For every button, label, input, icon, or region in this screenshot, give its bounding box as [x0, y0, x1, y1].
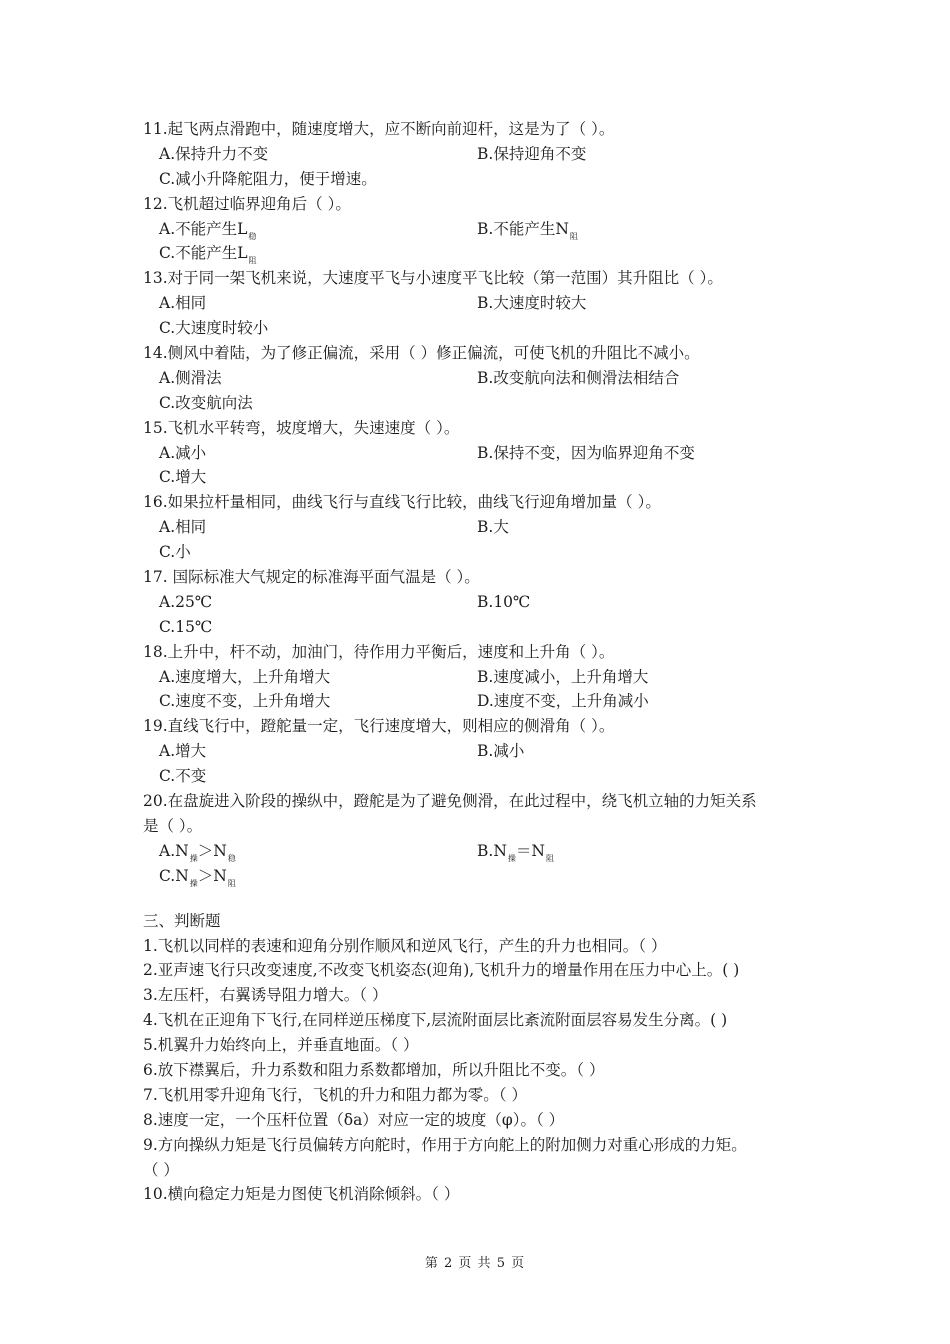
question-19-options-ab: [143, 739, 843, 764]
question-17-options-c: [143, 615, 843, 640]
question-19: 19.直线飞行中，蹬舵量一定，飞行速度增大，则相应的侧滑角（ ）。: [143, 717, 615, 736]
option-c: $C.N_操>N_阻$: [159, 866, 236, 888]
option-b: B.10℃: [477, 592, 531, 611]
judgment-1: 1.飞机以同样的表速和迎角分别作顺风和逆风飞行，产生的升力也相同。（ ）: [143, 936, 667, 955]
question-14-options-c: [143, 391, 843, 416]
judgment-7: 7.飞机用零升迎角飞行，飞机的升力和阻力都为零。（ ）: [143, 1085, 527, 1104]
question-11-options-ab: [143, 142, 843, 167]
question-20-options-ab: [143, 839, 843, 864]
question-11: 11.起飞两点滑跑中，随速度增大，应不断向前迎杆，这是为了（ ）。: [143, 120, 615, 138]
judgment-2: 2.亚声速飞行只改变速度,不改变飞机姿态(迎角),飞机升力的增量作用在压力中心上。( ): [143, 961, 740, 980]
option-c: C.15℃: [159, 617, 213, 636]
option-a: A.增大: [159, 742, 207, 761]
judgment-4: 4.飞机在正迎角下飞行,在同样逆压梯度下,层流附面层比紊流附面层容易发生分离。( ): [143, 1011, 728, 1030]
option-a: A.侧滑法: [159, 368, 222, 387]
judgment-9: 9.方向操纵力矩是飞行员偏转方向舵时，作用于方向舵上的附加侧力对重心形成的力矩。: [143, 1135, 747, 1154]
option-b: B.不能产生$N_阻$: [477, 219, 578, 241]
option-a: $A.N_操>N_稳$: [159, 841, 236, 863]
option-a: A.相同: [159, 294, 207, 313]
option-a: A.25℃: [159, 592, 213, 611]
subscript: 阻: [569, 231, 578, 241]
option-c: C.改变航向法: [159, 393, 253, 412]
option-b: B.大: [477, 518, 509, 537]
question-13-options-c: [143, 316, 843, 341]
option-b: $B.N_操=N_阻$: [477, 841, 554, 863]
question-14-options-ab: [143, 366, 843, 391]
option-c: C.大速度时较小: [159, 319, 269, 338]
option-b: B.速度减小，上升角增大: [477, 667, 649, 686]
question-19-options-c: [143, 764, 843, 789]
option-a: A.相同: [159, 518, 207, 537]
option-b: B.保持不变，因为临界迎角不变: [477, 443, 695, 462]
judgment-8: 8.速度一定，一个压杆位置（δa）对应一定的坡度（φ）。（ ）: [143, 1110, 565, 1129]
option-a: A.保持升力不变: [159, 144, 269, 163]
option-d: D.速度不变，上升角减小: [477, 692, 649, 711]
judgment-3: 3.左压杆，右翼诱导阻力增大。（ ）: [143, 986, 388, 1005]
question-16-options-c: [143, 540, 843, 565]
question-20-line-1: 20.在盘旋进入阶段的操纵中，蹬舵是为了避免侧滑，在此过程中，绕飞机立轴的力矩关系: [143, 792, 757, 811]
judgment-9-answer: （ ）: [143, 1160, 179, 1179]
judgment-5: 5.机翼升力始终向上，并垂直地面。（ ）: [143, 1036, 419, 1055]
judgment-6: 6.放下襟翼后，升力系数和阻力系数都增加，所以升阻比不变。（ ）: [143, 1060, 605, 1079]
page-content: [143, 117, 843, 1207]
option-b: B.减小: [477, 742, 525, 761]
judgment-10: 10.横向稳定力矩是力图使飞机消除倾斜。（ ）: [143, 1185, 460, 1204]
question-12-options-ab: [143, 217, 843, 242]
question-20-line-2: 是（ ）。: [143, 816, 203, 835]
section-title: 三、判断题: [143, 911, 221, 930]
option-c: C.增大: [159, 468, 207, 487]
question-16: 16.如果拉杆量相同，曲线飞行与直线飞行比较，曲线飞行迎角增加量（ ）。: [143, 493, 661, 512]
option-a: A.不能产生$L_稳$: [159, 219, 257, 241]
option-a: A.速度增大，上升角增大: [159, 667, 331, 686]
option-c: C.减小升降舵阻力，便于增速。: [159, 169, 377, 188]
option-c: C.不能产生$L_阻$: [159, 244, 257, 266]
page-footer: 第 2 页 共 5 页: [424, 1256, 526, 1271]
option-b: B.大速度时较大: [477, 294, 587, 313]
question-14: 14.侧风中着陆，为了修正偏流，采用（ ）修正偏流，可使飞机的升阻比不减小。: [143, 344, 700, 363]
option-c: C.速度不变，上升角增大: [159, 692, 331, 711]
question-16-options-ab: [143, 515, 843, 540]
question-15: 15.飞机水平转弯，坡度增大，失速速度（ ）。: [143, 418, 460, 437]
question-12: 12.飞机超过临界迎角后（ ）。: [143, 194, 351, 213]
question-18-options-cd: [143, 689, 843, 714]
question-13: 13.对于同一架飞机来说，大速度平飞与小速度平飞比较（第一范围）其升阻比（ ）。: [143, 269, 723, 288]
subscript: 稳: [248, 231, 257, 241]
question-13-options-ab: [143, 291, 843, 316]
option-c: C.小: [159, 543, 191, 562]
option-a: A.减小: [159, 443, 207, 462]
question-17-options-ab: [143, 590, 843, 615]
question-18: 18.上升中，杆不动，加油门，待作用力平衡后，速度和上升角（ ）。: [143, 642, 615, 661]
option-b: B.保持迎角不变: [477, 144, 587, 163]
option-b: B.改变航向法和侧滑法相结合: [477, 368, 680, 387]
subscript: 阻: [248, 256, 257, 266]
option-c: C.不变: [159, 767, 207, 786]
question-11-options-c: [143, 167, 843, 192]
question-15-options-ab: [143, 441, 843, 466]
question-18-options-ab: [143, 665, 843, 690]
question-20-options-c: [143, 864, 843, 889]
question-15-options-c: [143, 465, 843, 490]
question-12-options-c: [143, 241, 843, 266]
question-17: 17. 国际标准大气规定的标准海平面气温是（ ）。: [143, 568, 480, 587]
